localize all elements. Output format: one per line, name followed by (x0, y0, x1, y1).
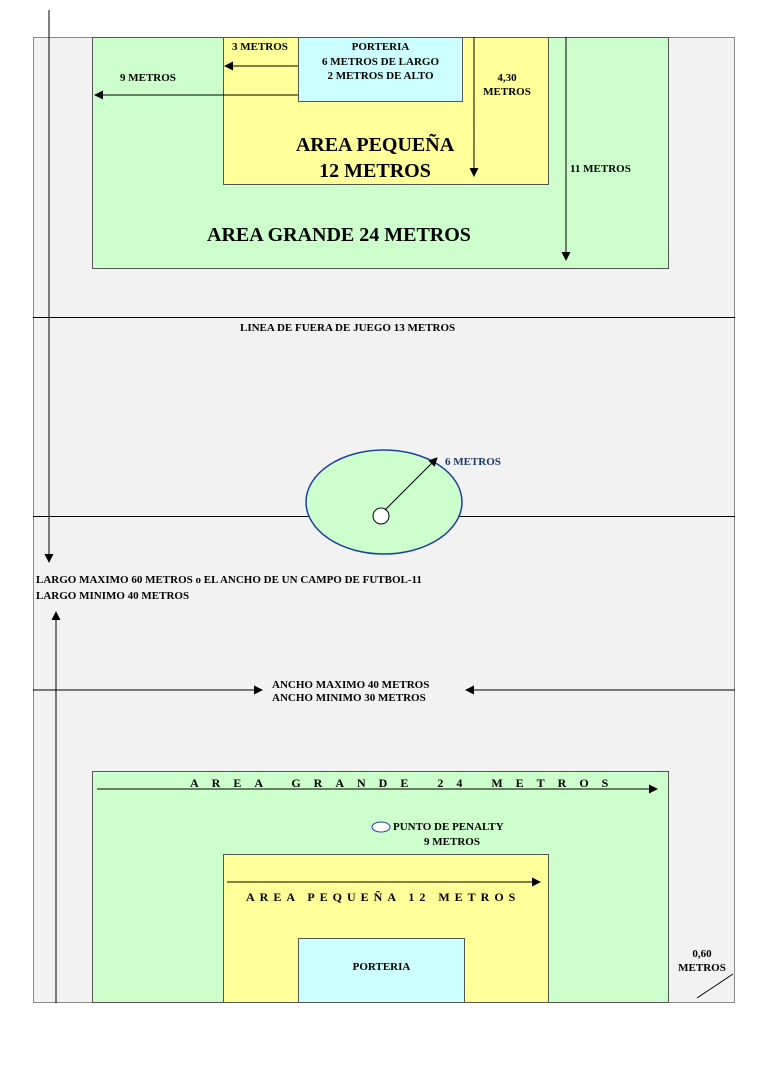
top-goal-title: PORTERIA (351, 41, 410, 53)
offside-label: LINEA DE FUERA DE JUEGO 13 METROS (240, 322, 456, 334)
top-goal-height: 2 METROS DE ALTO (327, 70, 434, 82)
top-430-label-2: METROS (483, 86, 531, 98)
top-3m-label: 3 METROS (232, 41, 288, 53)
length-min-label: LARGO MINIMO 40 METROS (36, 590, 190, 602)
width-max-label: ANCHO MAXIMO 40 METROS (272, 679, 430, 691)
penalty-label-1: PUNTO DE PENALTY (393, 821, 504, 833)
post-label-2: METROS (678, 962, 726, 974)
post-label-1: 0,60 (692, 948, 712, 960)
top-9m-label: 9 METROS (120, 72, 176, 84)
bottom-big-area-title: AREA GRANDE 24 METROS (190, 776, 622, 790)
centre-spot (373, 508, 389, 524)
penalty-spot (372, 822, 390, 832)
top-big-area-title: AREA GRANDE 24 METROS (207, 224, 471, 246)
bottom-small-area-title: AREA PEQUEÑA 12 METROS (246, 890, 521, 904)
top-small-area-title: AREA PEQUEÑA (295, 134, 455, 156)
width-min-label: ANCHO MINIMO 30 METROS (272, 692, 426, 704)
bottom-goal-title: PORTERIA (352, 961, 411, 973)
top-430-label-1: 4,30 (497, 72, 517, 84)
top-small-area-size: 12 METROS (319, 160, 431, 182)
circle-radius-label: 6 METROS (445, 456, 501, 468)
top-goal-length: 6 METROS DE LARGO (321, 56, 440, 68)
top-11m-label: 11 METROS (570, 163, 631, 175)
penalty-label-2: 9 METROS (424, 836, 480, 848)
centre-circle (306, 450, 462, 554)
length-max-label: LARGO MAXIMO 60 METROS o EL ANCHO DE UN CAMPO DE FUTBOL-11 (36, 574, 422, 586)
post-diagonal (697, 974, 733, 998)
